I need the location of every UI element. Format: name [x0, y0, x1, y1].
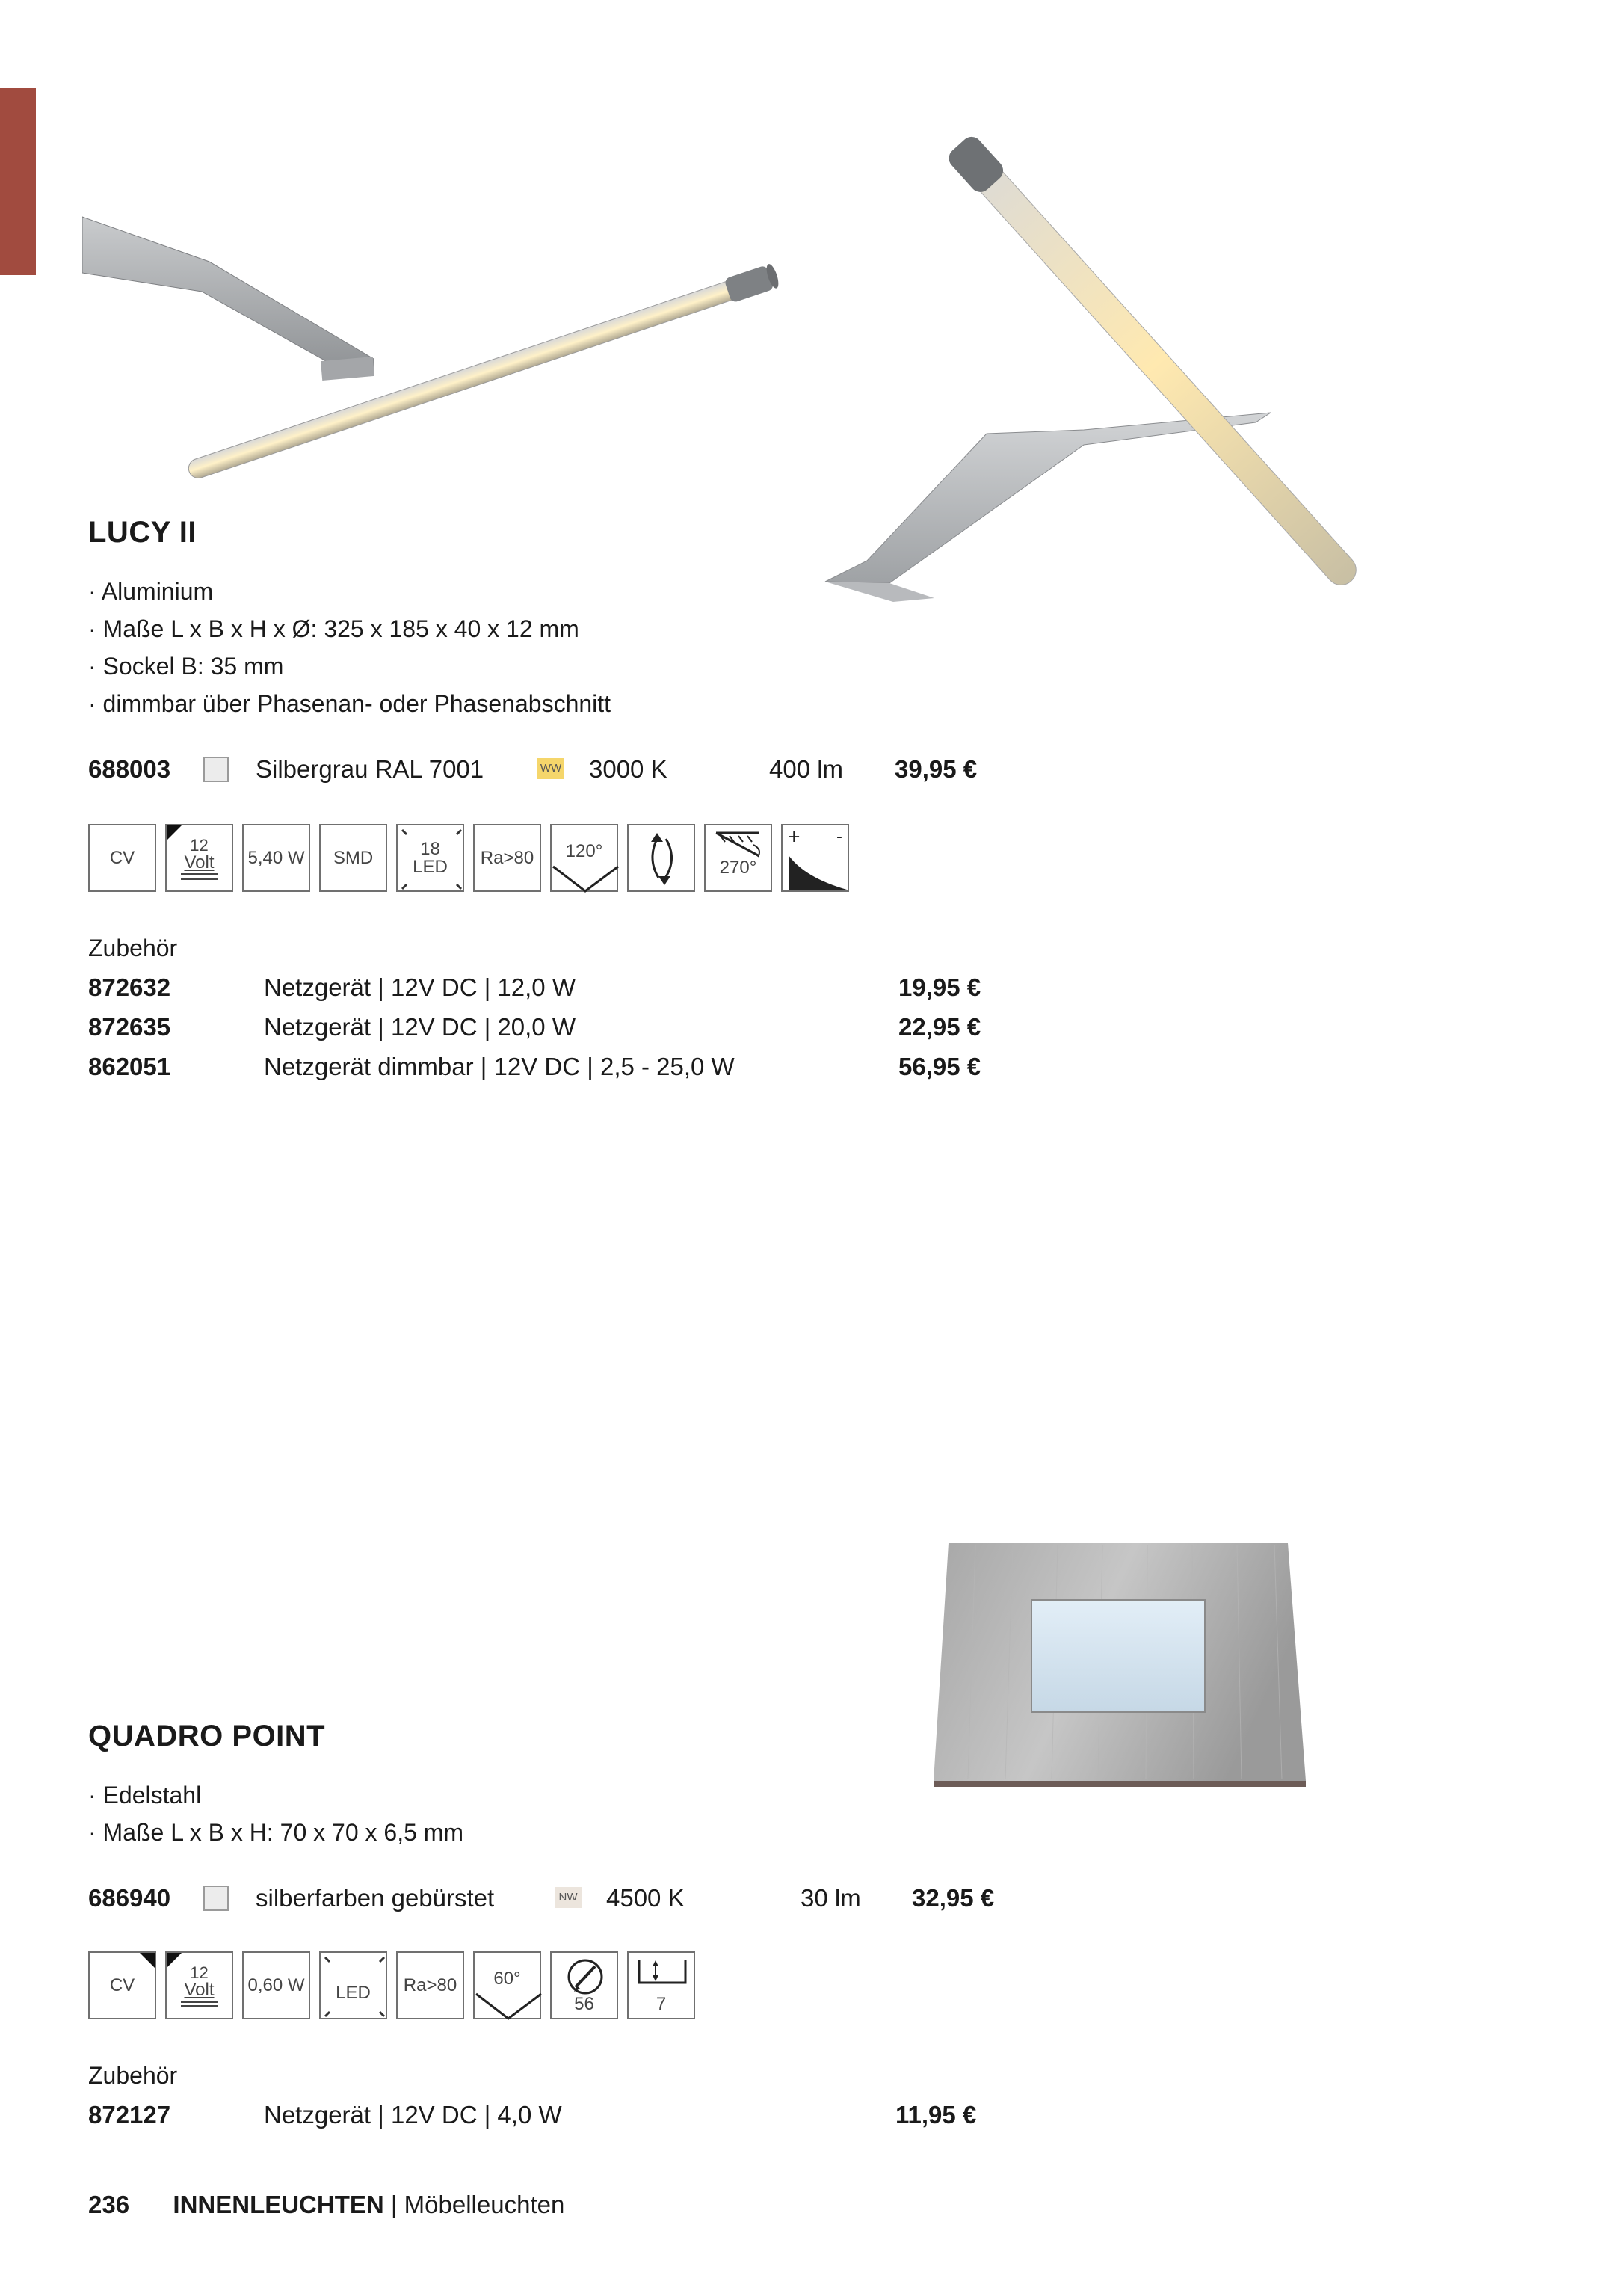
dimmable-icon: [781, 824, 849, 892]
color-rendering-icon: Ra>80: [396, 1951, 464, 2019]
color-rendering-icon: Ra>80: [473, 824, 541, 892]
smd-icon: SMD: [319, 824, 387, 892]
feature-item: · dimmbar über Phasenan- oder Phasenabschnitt: [88, 685, 611, 722]
volt-icon: 12 Volt: [165, 1951, 233, 2019]
feature-icons: [88, 1951, 695, 2019]
color-temperature: 4500 K: [606, 1884, 685, 1912]
product-title: QUADRO POINT: [88, 1720, 326, 1752]
feature-list: [88, 1776, 463, 1851]
cv-icon: CV: [88, 1951, 156, 2019]
accessory-price: 56,95 €: [898, 1053, 981, 1080]
color-swatch: [203, 757, 229, 782]
page-footer: [88, 2191, 564, 2219]
feature-item: · Maße L x B x H: 70 x 70 x 6,5 mm: [88, 1814, 463, 1851]
drill-hole-icon: 56: [550, 1951, 618, 2019]
page-number: 236: [88, 2191, 130, 2218]
accessory-description: Netzgerät | 12V DC | 4,0 W: [264, 2101, 562, 2129]
swivel-icon: 270°: [704, 824, 772, 892]
volt-icon: 12 Volt: [165, 824, 233, 892]
accessory-price: 22,95 €: [898, 1013, 981, 1041]
footer-separator: |: [390, 2191, 398, 2218]
color-temp-badge: NW: [555, 1887, 582, 1908]
color-name: silberfarben gebürstet: [256, 1884, 495, 1912]
section-name: INNENLEUCHTEN: [173, 2191, 384, 2218]
wattage-icon: 5,40 W: [242, 824, 310, 892]
feature-list: [88, 573, 611, 722]
feature-item: · Aluminium: [88, 573, 611, 610]
lucy-ii-image-2: [822, 82, 1458, 621]
beam-angle-icon: 120°: [550, 824, 618, 892]
article-number: 688003: [88, 755, 171, 783]
wattage-icon: 0,60 W: [242, 1951, 310, 2019]
cv-icon: CV: [88, 824, 156, 892]
subsection-name: Möbelleuchten: [404, 2191, 565, 2218]
rotatable-icon: [627, 824, 695, 892]
accessory-price: 19,95 €: [898, 973, 981, 1001]
accessory-article: 862051: [88, 1053, 171, 1080]
feature-icons: [88, 824, 849, 892]
feature-item: · Maße L x B x H x Ø: 325 x 185 x 40 x 12 mm: [88, 610, 611, 647]
svg-text:-: -: [836, 828, 842, 846]
article-number: 686940: [88, 1884, 171, 1912]
led-count-icon: 18 LED: [396, 824, 464, 892]
accessories-heading: Zubehör: [88, 935, 178, 961]
price: 32,95 €: [912, 1884, 995, 1912]
product-title: LUCY II: [88, 516, 197, 549]
accessory-description: Netzgerät | 12V DC | 12,0 W: [264, 973, 576, 1001]
led-icon: LED: [319, 1951, 387, 2019]
quadro-point-image: [931, 1540, 1312, 1794]
accessory-article: 872127: [88, 2101, 171, 2129]
svg-text:+: +: [787, 828, 801, 846]
feature-item: · Edelstahl: [88, 1776, 463, 1814]
accessories-heading: Zubehör: [88, 2062, 178, 2089]
luminous-flux: 30 lm: [801, 1884, 861, 1912]
lucy-ii-image-1: [82, 209, 792, 478]
installation-depth-icon: 7: [627, 1951, 695, 2019]
color-temp-badge: WW: [537, 758, 564, 779]
feature-item: · Sockel B: 35 mm: [88, 647, 611, 685]
accessory-article: 872635: [88, 1013, 171, 1041]
color-temperature: 3000 K: [589, 755, 667, 783]
beam-angle-icon: 60°: [473, 1951, 541, 2019]
color-name: Silbergrau RAL 7001: [256, 755, 484, 783]
price: 39,95 €: [895, 755, 978, 783]
accessory-description: Netzgerät dimmbar | 12V DC | 2,5 - 25,0 W: [264, 1053, 735, 1080]
accessory-price: 11,95 €: [895, 2101, 977, 2129]
color-swatch: [203, 1886, 229, 1911]
section-tab-marker: [0, 88, 36, 275]
accessory-description: Netzgerät | 12V DC | 20,0 W: [264, 1013, 576, 1041]
luminous-flux: 400 lm: [769, 755, 844, 783]
accessory-article: 872632: [88, 973, 171, 1001]
